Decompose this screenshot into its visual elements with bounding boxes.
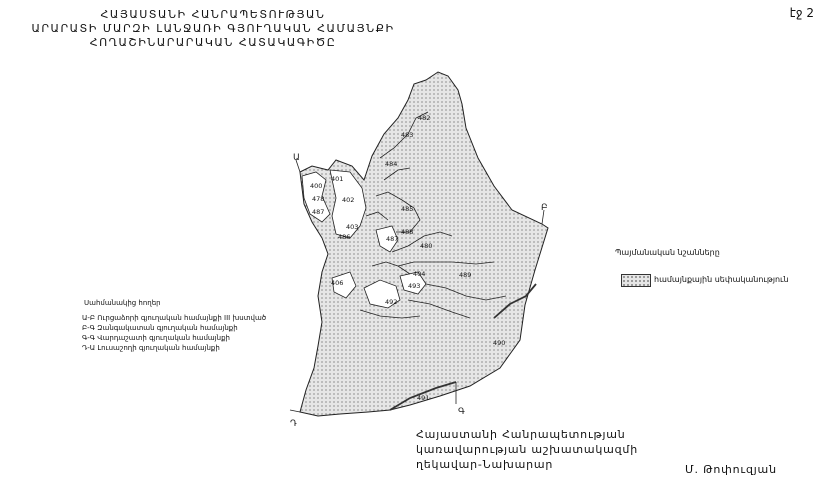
title-line-1: ՀԱՅԱՍՏԱՆԻ ՀԱՆՐԱՊԵՏՈՒԹՅԱՆ bbox=[100, 8, 326, 21]
page-label: էջ 2 bbox=[789, 6, 814, 20]
adjacent-land-item: Գ-Գ Վարդաշատի գյուղական համայնքի bbox=[82, 334, 230, 342]
signature-block bbox=[416, 427, 638, 472]
adjacent-land-item: Դ-Ա Լուսաշողի գյուղական համայնքի bbox=[82, 344, 220, 352]
parcel-label: 486 bbox=[338, 233, 351, 241]
parcel-label: 401 bbox=[331, 175, 344, 183]
parcel-label: 489 bbox=[459, 271, 472, 279]
parcel-label: 404 bbox=[413, 270, 426, 278]
adjacent-lands-list bbox=[82, 298, 266, 353]
parcel-label: 478 bbox=[312, 195, 325, 203]
parcel-label: 487 bbox=[386, 235, 399, 243]
parcel-label: 491 bbox=[417, 394, 430, 402]
parcel-label: 480 bbox=[420, 242, 433, 250]
adjacent-lands-title: Սահմանակից հողեր bbox=[84, 299, 161, 307]
adjacent-land-item: Ա-Բ Ուրցաձորի գյուղական համայնքի III խստված bbox=[82, 314, 267, 322]
parcel-label: 403 bbox=[346, 223, 359, 231]
parcel-label: 488 bbox=[401, 228, 414, 236]
parcel-label: 485 bbox=[401, 205, 414, 213]
parcel-label: 490 bbox=[493, 339, 506, 347]
legend-title: Պայմանական նշանները bbox=[615, 248, 720, 257]
corner-label-d: Դ bbox=[290, 419, 297, 429]
parcel-label: 484 bbox=[385, 160, 398, 168]
parcel-label: 482 bbox=[418, 114, 431, 122]
parcel-label: 493 bbox=[408, 282, 421, 290]
parcel-label: 483 bbox=[401, 131, 414, 139]
corner-label-g: Գ bbox=[458, 407, 465, 417]
adjacent-land-item: Բ-Գ Զանգակատան գյուղական համայնքի bbox=[82, 324, 238, 332]
signature-line-1: Հայաստանի Հանրապետության bbox=[416, 428, 626, 441]
parcel-label: 402 bbox=[342, 196, 355, 204]
legend-label-community-property: համայնքային սեփականություն bbox=[654, 275, 789, 284]
title-line-2: ԱՐԱՐԱՏԻ ՄԱՐԶԻ ԼԱՆՋԱՌԻ ԳՅՈՒՂԱԿԱՆ ՀԱՄԱՅՆՔԻ bbox=[31, 22, 395, 35]
parcel-label: 400 bbox=[310, 182, 323, 190]
parcel-label: 487 bbox=[312, 208, 325, 216]
signature-line-2: կառավարության աշխատակազմի bbox=[416, 443, 638, 456]
corner-label-b: Բ bbox=[541, 203, 548, 213]
corner-label-a: Ա bbox=[293, 153, 300, 163]
title-line-3: ՀՈՂԱՇԻՆԱՐԱՐԱԿԱՆ ՀԱՏԱԿԱԳԻԾԸ bbox=[89, 36, 337, 49]
parcel-label: 406 bbox=[331, 279, 344, 287]
signature-line-3: ղեկավար-Նախարար bbox=[416, 458, 554, 471]
signer-name: Մ. Թոփուզյան bbox=[685, 463, 777, 476]
legend-swatch-community-property bbox=[621, 274, 651, 287]
parcel-label: 492 bbox=[385, 298, 398, 306]
